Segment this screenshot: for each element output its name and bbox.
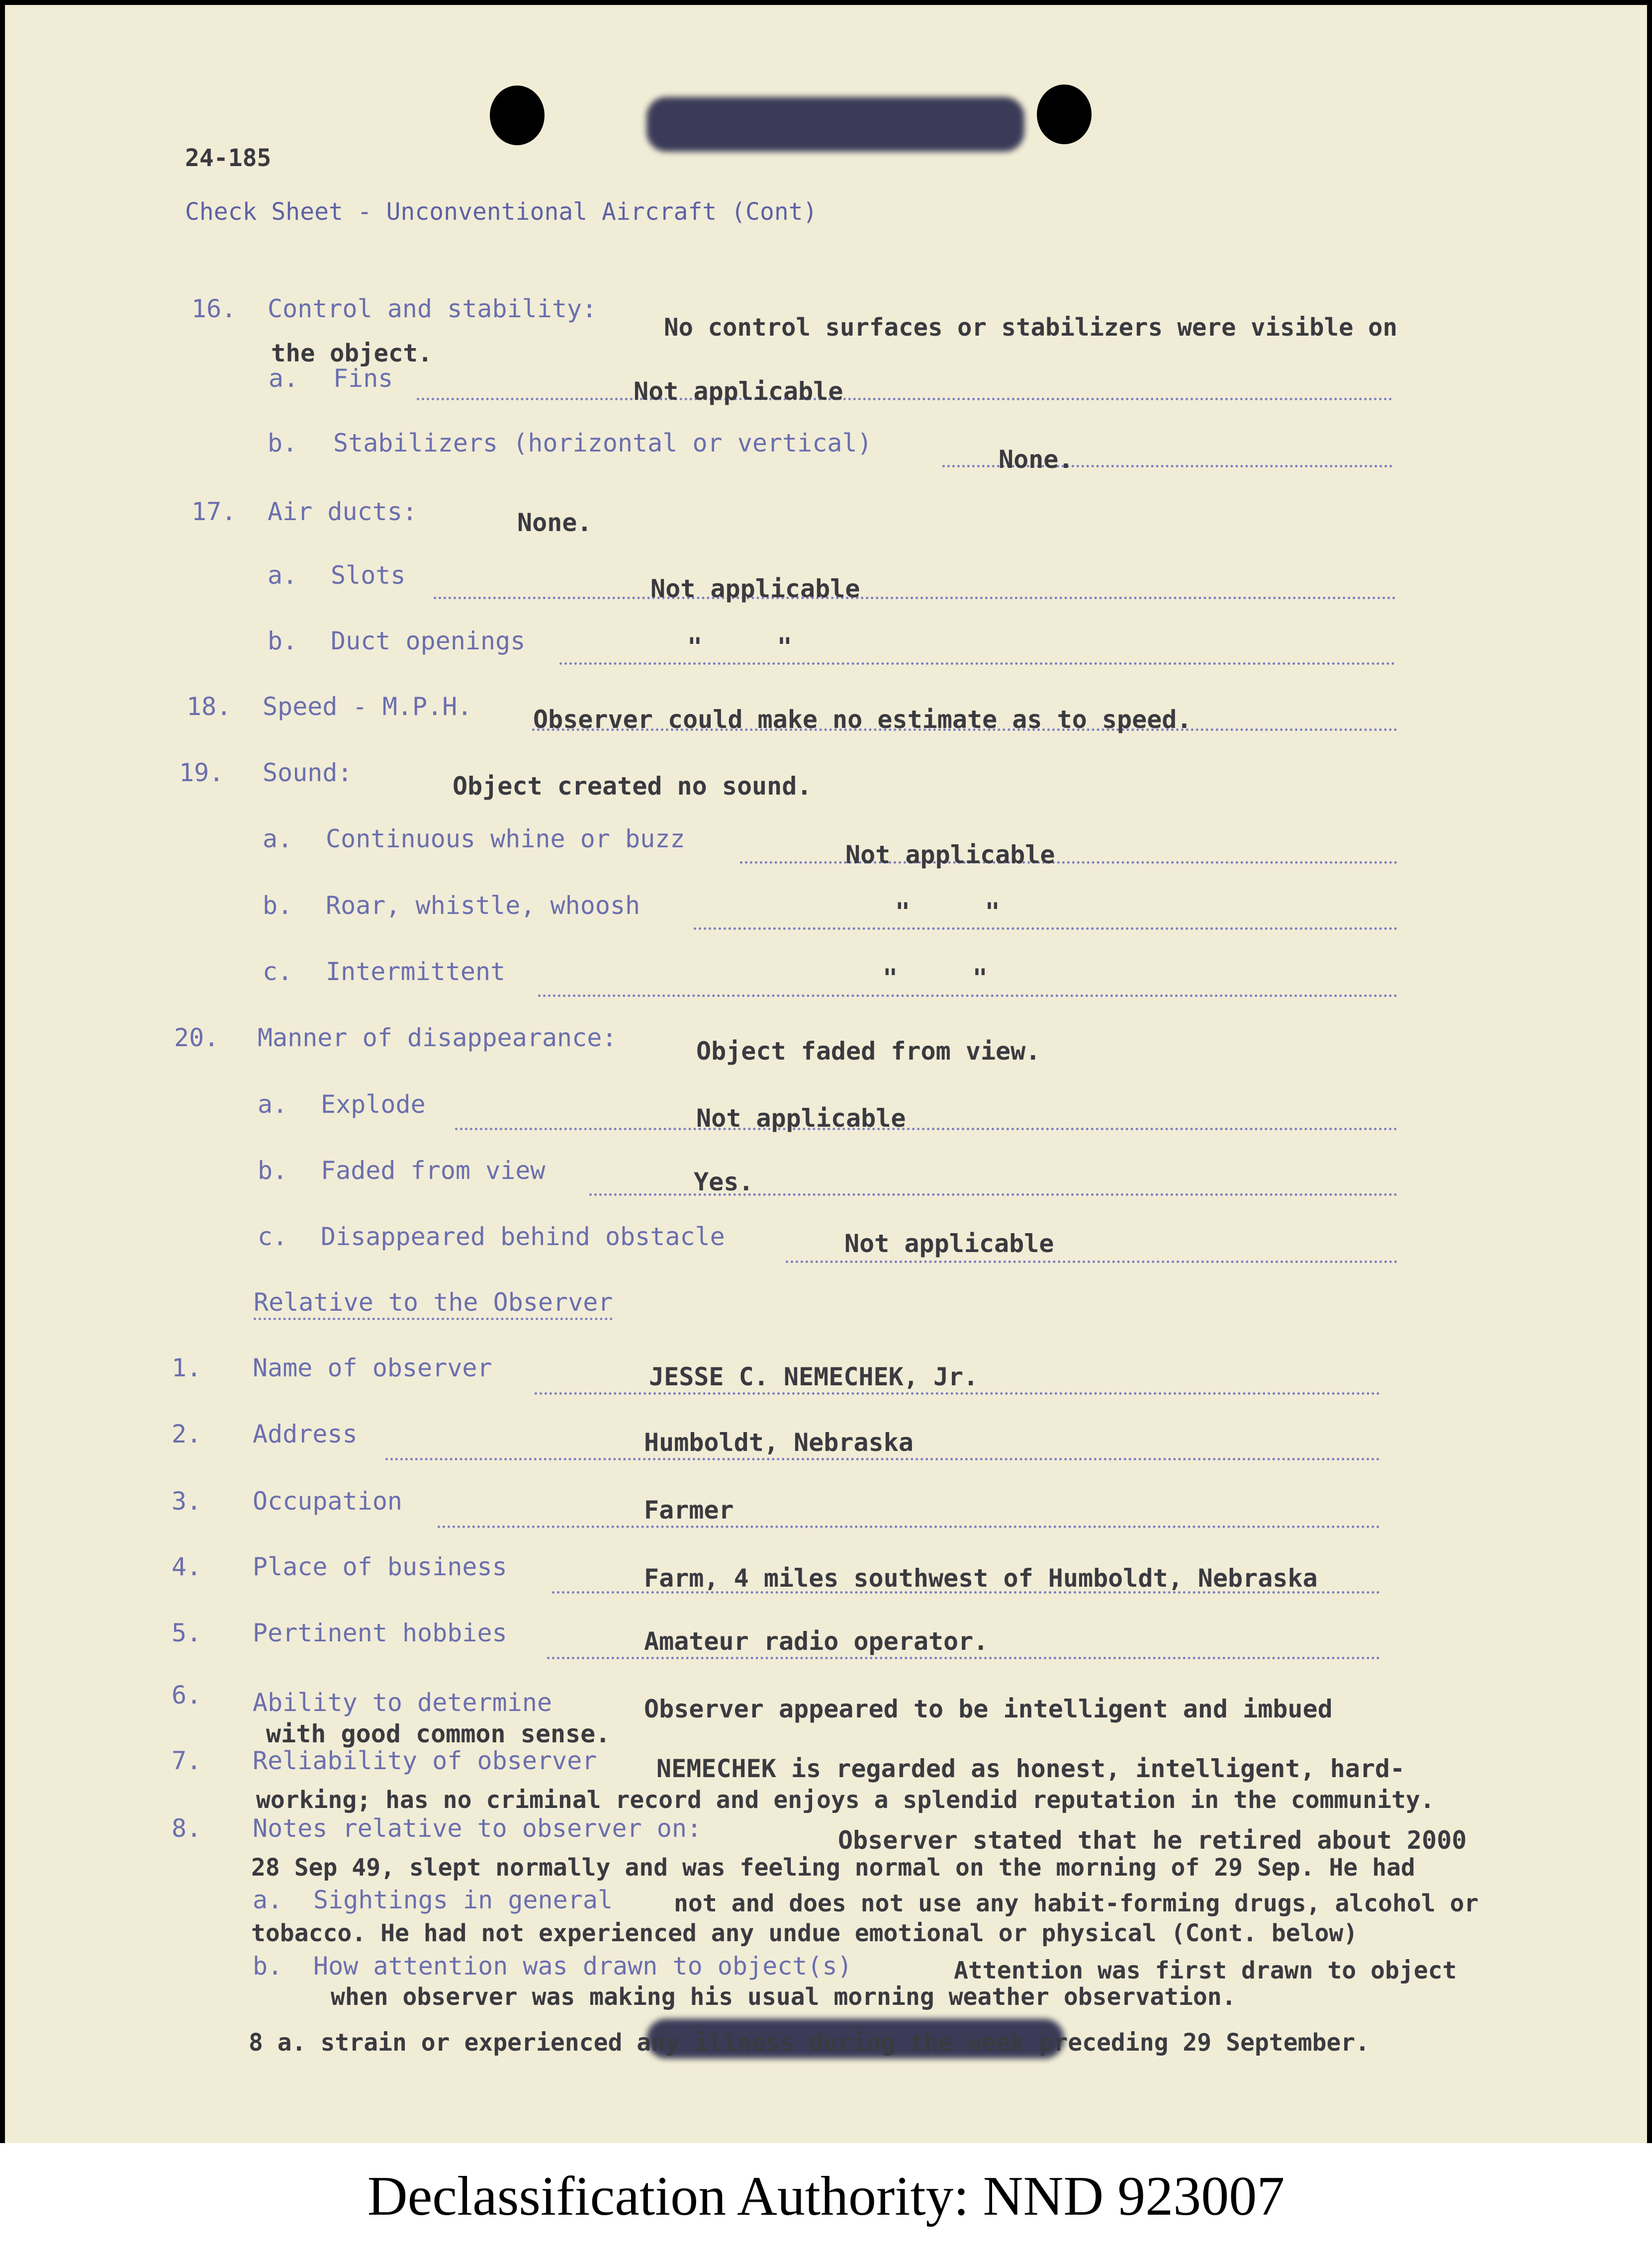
item-label: Manner of disappearance: (258, 1023, 617, 1052)
sub-item-answer: Not applicable (650, 574, 860, 603)
observer-notes-line2: 28 Sep 49, slept normally and was feeling normal on the morning of 29 Sep. He had (251, 1854, 1415, 1882)
sub-item-answer: Not applicable (845, 840, 1055, 869)
answer-underline (559, 662, 1395, 665)
sub-item-label: Explode (321, 1090, 426, 1119)
observer-item-number: 7. (172, 1746, 202, 1775)
item-answer: No control surfaces or stabilizers were visible on (664, 313, 1398, 342)
sub-item-answer: Yes. (694, 1168, 754, 1196)
sub-item-letter: b. (258, 1156, 288, 1185)
observer-item-label: Ability to determine (253, 1688, 552, 1717)
answer-underline (434, 597, 1396, 599)
continuation-note: 8 a. strain or experienced any illness during the week preceding 29 September. (249, 2029, 1370, 2057)
item-label: Sound: (263, 758, 353, 787)
observer-address: Humboldt, Nebraska (644, 1428, 914, 1457)
answer-underline (694, 927, 1397, 930)
observer-ability: Observer appeared to be intelligent and imbued (644, 1695, 1333, 1723)
item-label: Air ducts: (268, 497, 418, 526)
sub-item-answer: " " (895, 898, 1000, 926)
sub-item-answer: Not applicable (844, 1229, 1054, 1258)
observer-item-number: 4. (172, 1552, 202, 1581)
item-answer: Observer could make no estimate as to speed. (533, 705, 1192, 734)
observer-notes: Observer stated that he retired about 2000 (838, 1826, 1467, 1855)
sub-item-letter: b. (268, 429, 298, 457)
observer-item-number: 3. (172, 1487, 202, 1516)
observer-item-number: 8. (172, 1814, 202, 1843)
sub-item-answer: Not applicable (696, 1104, 906, 1133)
sub-item-label: Intermittent (326, 957, 506, 986)
item-number: 16. (191, 294, 237, 323)
answer-underline (455, 1128, 1397, 1130)
sub-item-label: Continuous whine or buzz (326, 824, 685, 853)
sub-item-letter: b. (268, 627, 298, 655)
item-label: Speed - M.P.H. (263, 692, 472, 721)
observer-sightings-continued: tobacco. He had not experienced any undue emotional or physical (Cont. below) (251, 1919, 1358, 1947)
punch-hole-right (1037, 85, 1092, 144)
answer-underline (417, 398, 1392, 400)
answer-underline (438, 1526, 1380, 1528)
item-answer: None. (517, 508, 592, 537)
item-answer-continued: the object. (271, 339, 433, 367)
observer-hobbies: Amateur radio operator. (644, 1627, 989, 1656)
observer-attention: Attention was first drawn to object (954, 1957, 1457, 1984)
observer-sightings: not and does not use any habit-forming drugs, alcohol or (674, 1890, 1479, 1917)
sub-item-label: Slots (331, 561, 406, 590)
declassification-footer: Declassification Authority: NND 923007 (0, 2143, 1652, 2250)
observer-item-label: Place of business (253, 1552, 507, 1581)
sub-item-letter: b. (253, 1952, 283, 1980)
sub-item-label: Stabilizers (horizontal or vertical) (333, 429, 872, 457)
answer-underline (385, 1458, 1380, 1460)
observer-name: JESSE C. NEMECHEK, Jr. (649, 1362, 979, 1391)
item-number: 17. (191, 497, 237, 526)
sub-item-letter: a. (263, 824, 293, 853)
item-answer: Object faded from view. (696, 1037, 1041, 1066)
observer-item-number: 5. (172, 1619, 202, 1647)
sub-item-letter: a. (258, 1090, 288, 1119)
observer-item-label: Name of observer (253, 1353, 492, 1382)
item-number: 19. (179, 758, 224, 787)
punch-hole-left (490, 86, 545, 145)
observer-item-label: Occupation (253, 1487, 403, 1516)
observer-reliability-continued: working; has no criminal record and enjoys a splendid reputation in the community. (256, 1786, 1435, 1814)
observer-reliability: NEMECHEK is regarded as honest, intelligent, hard- (656, 1754, 1405, 1783)
item-label: Control and stability: (268, 294, 597, 323)
observer-occupation: Farmer (644, 1496, 734, 1525)
document-page (5, 5, 1647, 2143)
item-number: 18. (186, 692, 232, 721)
answer-underline (535, 1392, 1380, 1395)
item-answer: Object created no sound. (453, 772, 812, 801)
observer-item-label: Address (253, 1420, 358, 1448)
sub-item-answer: Not applicable (634, 377, 843, 406)
sub-item-label: Duct openings (331, 627, 526, 655)
sub-item-label: Disappeared behind obstacle (321, 1222, 725, 1251)
sub-item-letter: c. (258, 1222, 288, 1251)
observer-item-number: 6. (172, 1681, 202, 1710)
answer-underline (547, 1657, 1380, 1659)
sub-item-letter: b. (263, 891, 293, 920)
sub-item-letter: a. (253, 1886, 283, 1914)
item-number: 20. (174, 1023, 219, 1052)
observer-place-of-business: Farm, 4 miles southwest of Humboldt, Nebraska (644, 1564, 1318, 1593)
sub-item-answer: " " (883, 964, 988, 992)
sub-item-letter: c. (263, 957, 293, 986)
observer-item-label: Reliability of observer (253, 1746, 597, 1775)
observer-ability-continued: with good common sense. (266, 1719, 611, 1748)
sub-item-label: Roar, whistle, whoosh (326, 891, 641, 920)
answer-underline (538, 994, 1397, 997)
sub-item-label: How attention was drawn to object(s) (313, 1952, 852, 1980)
document-number: 24-185 (185, 144, 272, 172)
sub-item-label: Sightings in general (313, 1886, 613, 1914)
answer-underline (786, 1260, 1397, 1263)
sub-item-label: Faded from view (321, 1156, 546, 1185)
sub-item-answer: None. (999, 445, 1074, 474)
section-heading: Relative to the Observer (254, 1288, 613, 1317)
sub-item-answer: " " (687, 632, 792, 661)
sub-item-letter: a. (269, 364, 299, 393)
observer-item-label: Notes relative to observer on: (253, 1814, 702, 1843)
observer-item-number: 1. (172, 1353, 202, 1382)
observer-item-number: 2. (172, 1420, 202, 1448)
answer-underline (740, 861, 1397, 864)
sub-item-label: Fins (333, 364, 393, 393)
sheet-title: Check Sheet - Unconventional Aircraft (Cont) (185, 198, 818, 226)
observer-item-label: Pertinent hobbies (253, 1619, 507, 1647)
observer-attention-continued: when observer was making his usual morning weather observation. (331, 1983, 1236, 2011)
sub-item-letter: a. (268, 561, 298, 590)
redaction-mark-top (646, 97, 1024, 152)
